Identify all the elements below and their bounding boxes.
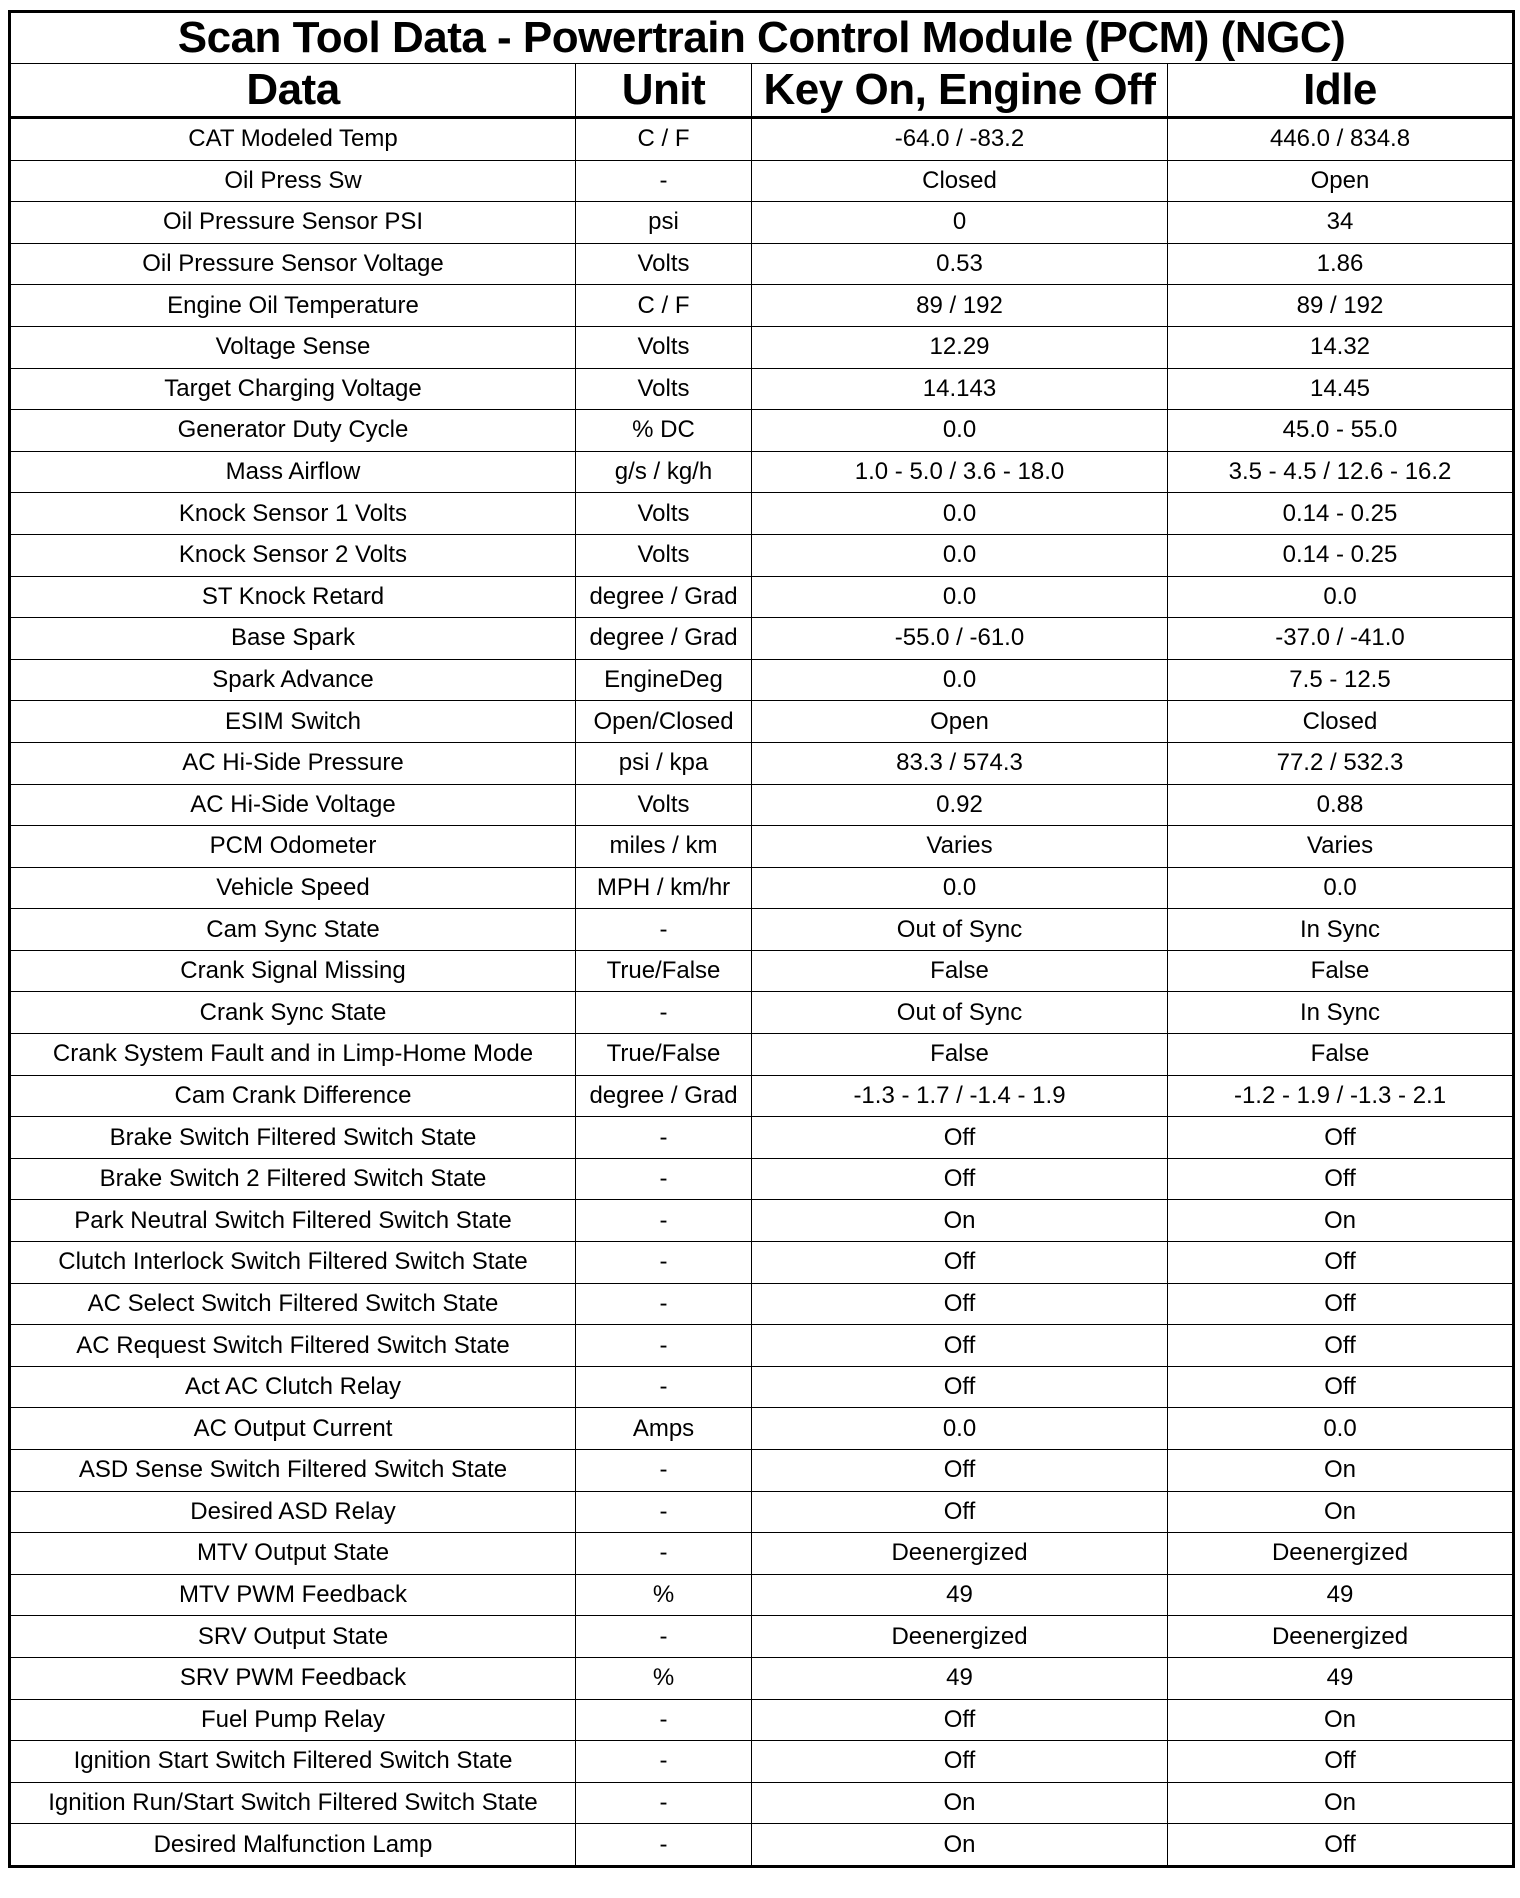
key-on-engine-off-cell: 83.3 / 574.3 <box>752 742 1168 784</box>
unit-cell: - <box>576 1616 752 1658</box>
idle-cell: Open <box>1168 160 1514 202</box>
unit-cell: - <box>576 1158 752 1200</box>
key-on-engine-off-cell: 12.29 <box>752 326 1168 368</box>
table-row <box>10 1533 1514 1575</box>
idle-cell: On <box>1168 1699 1514 1741</box>
idle-cell: Varies <box>1168 826 1514 868</box>
unit-cell: psi / kpa <box>576 742 752 784</box>
data-cell: SRV PWM Feedback <box>10 1657 576 1699</box>
data-cell: Oil Pressure Sensor Voltage <box>10 243 576 285</box>
key-on-engine-off-cell: Off <box>752 1158 1168 1200</box>
key-on-engine-off-cell: Off <box>752 1491 1168 1533</box>
data-cell: Act AC Clutch Relay <box>10 1366 576 1408</box>
key-on-engine-off-cell: Off <box>752 1117 1168 1159</box>
idle-cell: Off <box>1168 1824 1514 1867</box>
idle-cell: 0.14 - 0.25 <box>1168 534 1514 576</box>
table-row <box>10 950 1514 992</box>
key-on-engine-off-cell: Off <box>752 1699 1168 1741</box>
table-row <box>10 618 1514 660</box>
idle-cell: 0.0 <box>1168 867 1514 909</box>
unit-cell: - <box>576 1824 752 1867</box>
key-on-engine-off-cell: -1.3 - 1.7 / -1.4 - 1.9 <box>752 1075 1168 1117</box>
table-row <box>10 118 1514 161</box>
table-row <box>10 1657 1514 1699</box>
idle-cell: On <box>1168 1200 1514 1242</box>
data-cell: Cam Crank Difference <box>10 1075 576 1117</box>
unit-cell: - <box>576 1200 752 1242</box>
key-on-engine-off-cell: 49 <box>752 1574 1168 1616</box>
table-row <box>10 410 1514 452</box>
data-cell: ASD Sense Switch Filtered Switch State <box>10 1450 576 1492</box>
table-row <box>10 202 1514 244</box>
idle-cell: 49 <box>1168 1574 1514 1616</box>
idle-cell: In Sync <box>1168 992 1514 1034</box>
table-row <box>10 1408 1514 1450</box>
key-on-engine-off-cell: 0.92 <box>752 784 1168 826</box>
table-row <box>10 1325 1514 1367</box>
table-row <box>10 1075 1514 1117</box>
table-row <box>10 1450 1514 1492</box>
table-row <box>10 826 1514 868</box>
idle-cell: Off <box>1168 1325 1514 1367</box>
key-on-engine-off-cell: On <box>752 1824 1168 1867</box>
unit-cell: Volts <box>576 243 752 285</box>
key-on-engine-off-cell: Out of Sync <box>752 992 1168 1034</box>
data-cell: AC Request Switch Filtered Switch State <box>10 1325 576 1367</box>
unit-cell: C / F <box>576 285 752 327</box>
unit-cell: - <box>576 1450 752 1492</box>
key-on-engine-off-cell: 0.0 <box>752 534 1168 576</box>
key-on-engine-off-cell: Off <box>752 1741 1168 1783</box>
key-on-engine-off-cell: 0.0 <box>752 659 1168 701</box>
idle-cell: 0.88 <box>1168 784 1514 826</box>
unit-cell: miles / km <box>576 826 752 868</box>
data-cell: Desired Malfunction Lamp <box>10 1824 576 1867</box>
idle-cell: Off <box>1168 1242 1514 1284</box>
title-row <box>10 12 1514 64</box>
unit-cell: g/s / kg/h <box>576 451 752 493</box>
key-on-engine-off-cell: Off <box>752 1325 1168 1367</box>
unit-cell: - <box>576 1782 752 1824</box>
idle-cell: 3.5 - 4.5 / 12.6 - 16.2 <box>1168 451 1514 493</box>
table-row <box>10 1200 1514 1242</box>
key-on-engine-off-cell: Deenergized <box>752 1533 1168 1575</box>
unit-cell: - <box>576 1325 752 1367</box>
idle-cell: On <box>1168 1782 1514 1824</box>
table-row <box>10 534 1514 576</box>
data-cell: Desired ASD Relay <box>10 1491 576 1533</box>
idle-cell: Off <box>1168 1741 1514 1783</box>
unit-cell: - <box>576 992 752 1034</box>
data-cell: Vehicle Speed <box>10 867 576 909</box>
key-on-engine-off-cell: Off <box>752 1366 1168 1408</box>
key-on-engine-off-cell: Out of Sync <box>752 909 1168 951</box>
table-row <box>10 1242 1514 1284</box>
table-row <box>10 701 1514 743</box>
key-on-engine-off-cell: On <box>752 1782 1168 1824</box>
idle-cell: 14.32 <box>1168 326 1514 368</box>
idle-cell: 14.45 <box>1168 368 1514 410</box>
idle-cell: -1.2 - 1.9 / -1.3 - 2.1 <box>1168 1075 1514 1117</box>
key-on-engine-off-cell: 49 <box>752 1657 1168 1699</box>
idle-cell: 45.0 - 55.0 <box>1168 410 1514 452</box>
data-cell: Brake Switch 2 Filtered Switch State <box>10 1158 576 1200</box>
data-cell: Knock Sensor 2 Volts <box>10 534 576 576</box>
data-cell: SRV Output State <box>10 1616 576 1658</box>
unit-cell: Volts <box>576 784 752 826</box>
data-cell: Crank System Fault and in Limp-Home Mode <box>10 1034 576 1076</box>
table-row <box>10 1117 1514 1159</box>
unit-cell: % <box>576 1574 752 1616</box>
idle-cell: Off <box>1168 1283 1514 1325</box>
data-cell: AC Select Switch Filtered Switch State <box>10 1283 576 1325</box>
data-cell: AC Output Current <box>10 1408 576 1450</box>
table-body <box>10 118 1514 1867</box>
data-cell: MTV Output State <box>10 1533 576 1575</box>
idle-cell: Closed <box>1168 701 1514 743</box>
data-cell: PCM Odometer <box>10 826 576 868</box>
key-on-engine-off-cell: 0 <box>752 202 1168 244</box>
header-row <box>10 64 1514 118</box>
data-cell: AC Hi-Side Pressure <box>10 742 576 784</box>
unit-cell: - <box>576 1117 752 1159</box>
unit-cell: Volts <box>576 534 752 576</box>
data-cell: Brake Switch Filtered Switch State <box>10 1117 576 1159</box>
unit-cell: Volts <box>576 493 752 535</box>
idle-cell: -37.0 / -41.0 <box>1168 618 1514 660</box>
idle-cell: 0.14 - 0.25 <box>1168 493 1514 535</box>
table-row <box>10 867 1514 909</box>
table-row <box>10 451 1514 493</box>
key-on-engine-off-cell: Closed <box>752 160 1168 202</box>
table-row <box>10 160 1514 202</box>
table-row <box>10 742 1514 784</box>
unit-cell: - <box>576 160 752 202</box>
table-row <box>10 1824 1514 1867</box>
unit-cell: degree / Grad <box>576 618 752 660</box>
data-cell: Crank Signal Missing <box>10 950 576 992</box>
data-cell: Mass Airflow <box>10 451 576 493</box>
key-on-engine-off-cell: Varies <box>752 826 1168 868</box>
idle-cell: 446.0 / 834.8 <box>1168 118 1514 161</box>
unit-cell: % <box>576 1657 752 1699</box>
key-on-engine-off-cell: 89 / 192 <box>752 285 1168 327</box>
data-cell: Voltage Sense <box>10 326 576 368</box>
data-cell: Oil Press Sw <box>10 160 576 202</box>
table-title: Scan Tool Data - Powertrain Control Module (PCM) (NGC) <box>10 12 1514 64</box>
key-on-engine-off-cell: Off <box>752 1450 1168 1492</box>
data-cell: Ignition Run/Start Switch Filtered Switch State <box>10 1782 576 1824</box>
idle-cell: 0.0 <box>1168 1408 1514 1450</box>
unit-cell: - <box>576 1242 752 1284</box>
idle-cell: False <box>1168 1034 1514 1076</box>
key-on-engine-off-cell: Open <box>752 701 1168 743</box>
table-row <box>10 784 1514 826</box>
unit-cell: % DC <box>576 410 752 452</box>
data-cell: Knock Sensor 1 Volts <box>10 493 576 535</box>
key-on-engine-off-cell: 14.143 <box>752 368 1168 410</box>
column-header-key-on-engine-off: Key On, Engine Off <box>752 64 1168 118</box>
column-header-unit: Unit <box>576 64 752 118</box>
data-cell: Cam Sync State <box>10 909 576 951</box>
idle-cell: 7.5 - 12.5 <box>1168 659 1514 701</box>
unit-cell: - <box>576 1283 752 1325</box>
key-on-engine-off-cell: 0.0 <box>752 576 1168 618</box>
table-row <box>10 1741 1514 1783</box>
table-row <box>10 1158 1514 1200</box>
idle-cell: On <box>1168 1450 1514 1492</box>
unit-cell: Open/Closed <box>576 701 752 743</box>
key-on-engine-off-cell: Deenergized <box>752 1616 1168 1658</box>
unit-cell: psi <box>576 202 752 244</box>
unit-cell: Volts <box>576 326 752 368</box>
key-on-engine-off-cell: 0.0 <box>752 1408 1168 1450</box>
unit-cell: degree / Grad <box>576 1075 752 1117</box>
idle-cell: 34 <box>1168 202 1514 244</box>
table-row <box>10 1782 1514 1824</box>
table-row <box>10 1283 1514 1325</box>
idle-cell: Off <box>1168 1366 1514 1408</box>
data-cell: CAT Modeled Temp <box>10 118 576 161</box>
table-row <box>10 285 1514 327</box>
unit-cell: - <box>576 1491 752 1533</box>
table-row <box>10 493 1514 535</box>
data-cell: Ignition Start Switch Filtered Switch State <box>10 1741 576 1783</box>
unit-cell: - <box>576 1741 752 1783</box>
table-row <box>10 1699 1514 1741</box>
table-row <box>10 1366 1514 1408</box>
column-header-data: Data <box>10 64 576 118</box>
data-cell: Fuel Pump Relay <box>10 1699 576 1741</box>
idle-cell: 0.0 <box>1168 576 1514 618</box>
unit-cell: MPH / km/hr <box>576 867 752 909</box>
data-cell: Spark Advance <box>10 659 576 701</box>
key-on-engine-off-cell: False <box>752 1034 1168 1076</box>
idle-cell: Off <box>1168 1158 1514 1200</box>
data-cell: ESIM Switch <box>10 701 576 743</box>
unit-cell: C / F <box>576 118 752 161</box>
idle-cell: 1.86 <box>1168 243 1514 285</box>
table-row <box>10 659 1514 701</box>
key-on-engine-off-cell: 0.53 <box>752 243 1168 285</box>
data-cell: AC Hi-Side Voltage <box>10 784 576 826</box>
data-cell: Park Neutral Switch Filtered Switch State <box>10 1200 576 1242</box>
table-row <box>10 576 1514 618</box>
data-cell: Clutch Interlock Switch Filtered Switch State <box>10 1242 576 1284</box>
table-row <box>10 1574 1514 1616</box>
table-row <box>10 1491 1514 1533</box>
idle-cell: On <box>1168 1491 1514 1533</box>
key-on-engine-off-cell: -55.0 / -61.0 <box>752 618 1168 660</box>
key-on-engine-off-cell: 0.0 <box>752 410 1168 452</box>
table-row <box>10 1616 1514 1658</box>
unit-cell: - <box>576 1366 752 1408</box>
data-cell: Generator Duty Cycle <box>10 410 576 452</box>
table-row <box>10 368 1514 410</box>
key-on-engine-off-cell: 0.0 <box>752 867 1168 909</box>
data-cell: Crank Sync State <box>10 992 576 1034</box>
key-on-engine-off-cell: Off <box>752 1242 1168 1284</box>
key-on-engine-off-cell: Off <box>752 1283 1168 1325</box>
unit-cell: Amps <box>576 1408 752 1450</box>
table-row <box>10 992 1514 1034</box>
scan-tool-data-sheet <box>8 10 1512 1868</box>
data-cell: ST Knock Retard <box>10 576 576 618</box>
table-row <box>10 326 1514 368</box>
key-on-engine-off-cell: -64.0 / -83.2 <box>752 118 1168 161</box>
unit-cell: EngineDeg <box>576 659 752 701</box>
key-on-engine-off-cell: False <box>752 950 1168 992</box>
column-header-idle: Idle <box>1168 64 1514 118</box>
idle-cell: 89 / 192 <box>1168 285 1514 327</box>
data-cell: Oil Pressure Sensor PSI <box>10 202 576 244</box>
idle-cell: Deenergized <box>1168 1533 1514 1575</box>
data-cell: MTV PWM Feedback <box>10 1574 576 1616</box>
scan-tool-data-table <box>8 10 1515 1868</box>
data-cell: Target Charging Voltage <box>10 368 576 410</box>
idle-cell: Off <box>1168 1117 1514 1159</box>
idle-cell: In Sync <box>1168 909 1514 951</box>
data-cell: Base Spark <box>10 618 576 660</box>
key-on-engine-off-cell: 0.0 <box>752 493 1168 535</box>
key-on-engine-off-cell: 1.0 - 5.0 / 3.6 - 18.0 <box>752 451 1168 493</box>
table-row <box>10 909 1514 951</box>
idle-cell: 49 <box>1168 1657 1514 1699</box>
unit-cell: - <box>576 1699 752 1741</box>
unit-cell: degree / Grad <box>576 576 752 618</box>
unit-cell: - <box>576 909 752 951</box>
key-on-engine-off-cell: On <box>752 1200 1168 1242</box>
unit-cell: Volts <box>576 368 752 410</box>
idle-cell: False <box>1168 950 1514 992</box>
unit-cell: True/False <box>576 1034 752 1076</box>
table-row <box>10 1034 1514 1076</box>
table-row <box>10 243 1514 285</box>
unit-cell: True/False <box>576 950 752 992</box>
idle-cell: 77.2 / 532.3 <box>1168 742 1514 784</box>
unit-cell: - <box>576 1533 752 1575</box>
idle-cell: Deenergized <box>1168 1616 1514 1658</box>
data-cell: Engine Oil Temperature <box>10 285 576 327</box>
